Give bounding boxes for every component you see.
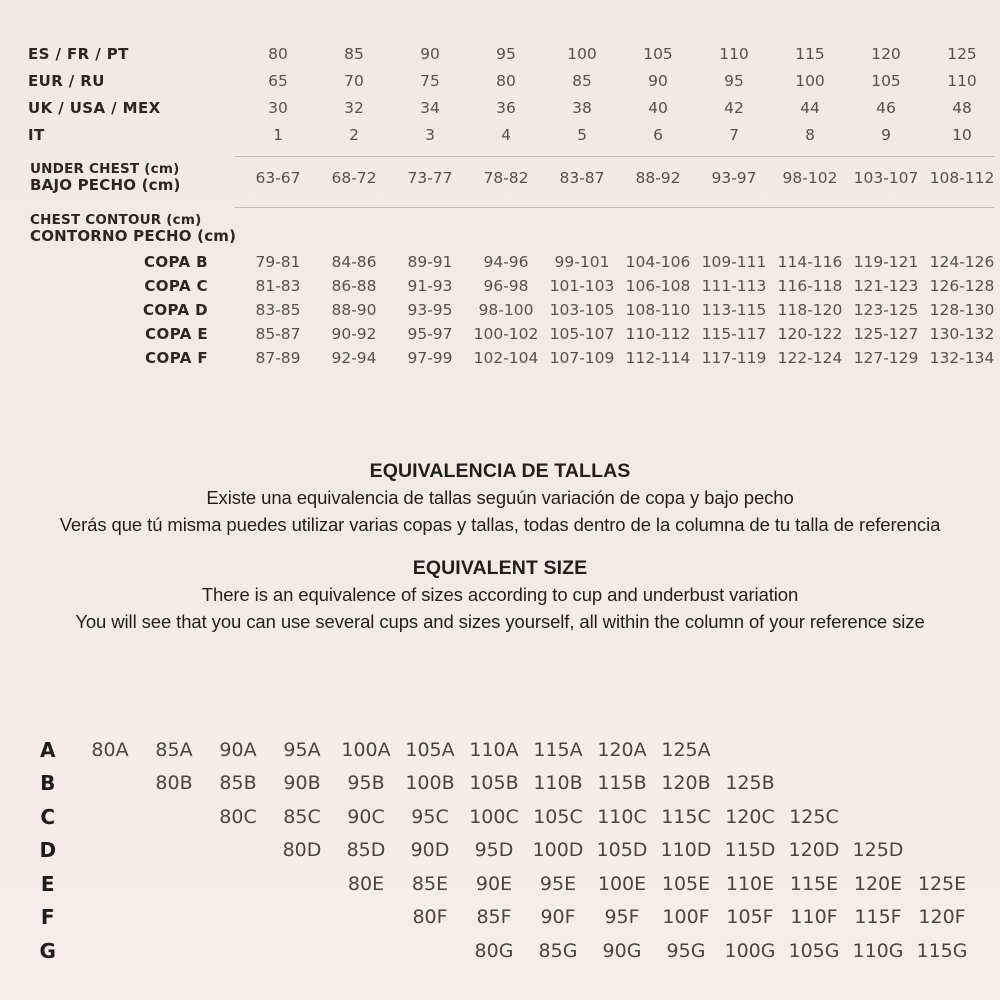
under-chest-value-cell: 88-92 — [635, 169, 681, 187]
cup-value-cell: 127-129 — [853, 349, 919, 367]
matrix-row-letter: E — [40, 871, 56, 896]
cup-value-cell: 106-108 — [625, 277, 691, 295]
matrix-size-cell: 125B — [725, 772, 775, 795]
matrix-size-cell: 105D — [596, 839, 648, 862]
cup-value-cell: 90-92 — [331, 325, 377, 343]
matrix-row — [0, 934, 1000, 968]
under-chest-value-cell: 63-67 — [255, 169, 301, 187]
size-value-cell: 125 — [947, 44, 977, 63]
matrix-size-cell: 90F — [540, 906, 576, 929]
matrix-size-cell: 125C — [789, 805, 839, 828]
cup-row-label: COPA F — [145, 349, 208, 367]
under-chest-row — [0, 157, 1000, 199]
under-chest-value-cell: 73-77 — [407, 169, 453, 187]
matrix-size-cell: 90A — [219, 738, 257, 761]
international-size-table — [0, 40, 1000, 370]
matrix-size-cell: 80F — [412, 906, 448, 929]
matrix-size-cell: 80G — [474, 939, 514, 962]
size-value-cell: 115 — [795, 44, 825, 63]
size-value-cell: 38 — [572, 98, 592, 117]
cup-value-cell: 88-90 — [331, 301, 377, 319]
matrix-size-cell: 85E — [411, 872, 449, 895]
matrix-row-letter: F — [40, 905, 56, 930]
cup-row-label: COPA B — [143, 253, 208, 271]
matrix-size-cell: 95F — [604, 906, 640, 929]
cup-value-cell: 99-101 — [554, 253, 610, 271]
cup-row-label: COPA C — [144, 277, 208, 295]
size-value-cell: 8 — [805, 125, 815, 144]
cup-size-row — [0, 346, 1000, 370]
matrix-size-cell: 105A — [405, 738, 455, 761]
size-value-cell: 6 — [653, 125, 663, 144]
equivalence-en-line2: You will see that you can use several cups and sizes yourself, all within the column of your reference size — [75, 610, 925, 632]
matrix-size-cell: 115G — [916, 939, 968, 962]
cup-value-cell: 97-99 — [407, 349, 453, 367]
chest-contour-label — [0, 213, 240, 246]
cup-value-cell: 102-104 — [473, 349, 539, 367]
under-chest-label — [0, 162, 240, 195]
cup-value-cell: 100-102 — [473, 325, 539, 343]
size-system-label: ES / FR / PT — [28, 44, 129, 63]
cup-size-row — [0, 298, 1000, 322]
equivalence-es-line2: Verás que tú misma puedes utilizar varias copas y tallas, todas dentro de la columna de tu talla de referencia — [59, 513, 941, 535]
matrix-size-cell: 100B — [405, 772, 455, 795]
size-value-cell: 44 — [800, 98, 820, 117]
size-system-row — [0, 94, 1000, 121]
cup-value-cell: 112-114 — [625, 349, 691, 367]
chest-contour-row — [0, 208, 1000, 250]
cup-value-cell: 110-112 — [625, 325, 691, 343]
cup-value-cell: 113-115 — [701, 301, 767, 319]
matrix-row-letter: C — [40, 804, 56, 829]
matrix-size-cell: 85F — [476, 906, 512, 929]
matrix-size-cell: 120A — [597, 738, 647, 761]
equivalence-en-line1: There is an equivalence of sizes according to cup and underbust variation — [201, 584, 799, 605]
matrix-size-cell: 90E — [475, 872, 513, 895]
matrix-size-cell: 110B — [533, 772, 583, 795]
matrix-size-cell: 85C — [283, 805, 321, 828]
cup-value-cell: 79-81 — [255, 253, 301, 271]
matrix-size-cell: 105B — [469, 772, 519, 795]
matrix-size-cell: 115F — [854, 906, 902, 929]
size-value-cell: 46 — [876, 98, 896, 117]
cup-value-cell: 93-95 — [407, 301, 453, 319]
cup-size-row — [0, 250, 1000, 274]
matrix-row — [0, 834, 1000, 868]
size-value-cell: 90 — [420, 44, 440, 63]
cup-row-label: COPA E — [145, 325, 208, 343]
size-value-cell: 40 — [648, 98, 668, 117]
matrix-size-cell: 120B — [661, 772, 711, 795]
cup-value-cell: 105-107 — [549, 325, 615, 343]
matrix-size-cell: 95B — [347, 772, 385, 795]
cup-value-cell: 89-91 — [407, 253, 453, 271]
size-value-cell: 105 — [643, 44, 673, 63]
matrix-size-cell: 100A — [341, 738, 391, 761]
matrix-size-cell: 105F — [726, 906, 774, 929]
size-value-cell: 32 — [344, 98, 364, 117]
cup-value-cell: 85-87 — [255, 325, 301, 343]
matrix-size-cell: 90G — [602, 939, 642, 962]
size-value-cell: 42 — [724, 98, 744, 117]
matrix-size-cell: 85D — [346, 839, 386, 862]
under-chest-label-en: UNDER CHEST (cm) — [30, 160, 180, 177]
under-chest-value-cell: 108-112 — [929, 169, 995, 187]
cup-value-cell: 114-116 — [777, 253, 843, 271]
chest-contour-label-es: CONTORNO PECHO (cm) — [30, 227, 237, 246]
matrix-row — [0, 733, 1000, 767]
cup-value-cell: 128-130 — [929, 301, 995, 319]
cup-value-cell: 103-105 — [549, 301, 615, 319]
matrix-size-cell: 80B — [155, 772, 193, 795]
matrix-size-cell: 125A — [661, 738, 711, 761]
matrix-size-cell: 110D — [660, 839, 712, 862]
matrix-size-cell: 85B — [219, 772, 257, 795]
matrix-size-cell: 95C — [411, 805, 449, 828]
matrix-size-cell: 90C — [347, 805, 385, 828]
size-value-cell: 9 — [881, 125, 891, 144]
size-value-cell: 5 — [577, 125, 587, 144]
matrix-size-cell: 110A — [469, 738, 519, 761]
cup-value-cell: 86-88 — [331, 277, 377, 295]
cup-value-cell: 122-124 — [777, 349, 843, 367]
under-chest-value-cell: 68-72 — [331, 169, 377, 187]
cup-value-cell: 115-117 — [701, 325, 767, 343]
cup-value-cell: 94-96 — [483, 253, 529, 271]
matrix-size-cell: 95D — [474, 839, 514, 862]
matrix-size-cell: 115C — [661, 805, 711, 828]
cup-value-cell: 109-111 — [701, 253, 767, 271]
matrix-size-cell: 95E — [539, 872, 577, 895]
size-value-cell: 75 — [420, 71, 440, 90]
matrix-size-cell: 85A — [155, 738, 193, 761]
matrix-size-cell: 80A — [91, 738, 129, 761]
cup-size-row — [0, 322, 1000, 346]
matrix-row — [0, 867, 1000, 901]
cup-value-cell: 124-126 — [929, 253, 995, 271]
cup-size-row — [0, 274, 1000, 298]
matrix-row — [0, 767, 1000, 801]
cup-value-cell: 118-120 — [777, 301, 843, 319]
cup-value-cell: 92-94 — [331, 349, 377, 367]
under-chest-value-cell: 78-82 — [483, 169, 529, 187]
matrix-size-cell: 120D — [788, 839, 840, 862]
cup-value-cell: 104-106 — [625, 253, 691, 271]
matrix-row-letter: G — [39, 938, 57, 963]
size-value-cell: 80 — [496, 71, 516, 90]
size-value-cell: 100 — [567, 44, 597, 63]
cup-value-cell: 111-113 — [701, 277, 767, 295]
matrix-row-letter: A — [40, 737, 56, 762]
chest-contour-label-en: CHEST CONTOUR (cm) — [30, 211, 202, 228]
matrix-size-cell: 80C — [219, 805, 257, 828]
size-value-cell: 100 — [795, 71, 825, 90]
size-value-cell: 1 — [273, 125, 283, 144]
cup-value-cell: 117-119 — [701, 349, 767, 367]
equivalence-es-line1: Existe una equivalencia de tallas seguún variación de copa y bajo pecho — [206, 487, 794, 508]
size-value-cell: 70 — [344, 71, 364, 90]
matrix-size-cell: 95G — [666, 939, 706, 962]
matrix-row — [0, 800, 1000, 834]
matrix-size-cell: 95A — [283, 738, 321, 761]
cup-value-cell: 98-100 — [478, 301, 534, 319]
size-value-cell: 36 — [496, 98, 516, 117]
size-value-cell: 105 — [871, 71, 901, 90]
matrix-size-cell: 80E — [347, 872, 385, 895]
size-value-cell: 48 — [952, 98, 972, 117]
cup-value-cell: 126-128 — [929, 277, 995, 295]
cup-value-cell: 91-93 — [407, 277, 453, 295]
under-chest-label-es: BAJO PECHO (cm) — [30, 176, 181, 195]
size-value-cell: 65 — [268, 71, 288, 90]
equivalence-text-section — [0, 458, 1000, 635]
matrix-size-cell: 90D — [410, 839, 450, 862]
matrix-size-cell: 125D — [852, 839, 904, 862]
cup-value-cell: 84-86 — [331, 253, 377, 271]
matrix-size-cell: 80D — [282, 839, 322, 862]
size-value-cell: 110 — [947, 71, 977, 90]
matrix-size-cell: 115B — [597, 772, 647, 795]
cup-value-cell: 116-118 — [777, 277, 843, 295]
cup-value-cell: 130-132 — [929, 325, 995, 343]
cup-value-cell: 119-121 — [853, 253, 919, 271]
matrix-size-cell: 105E — [661, 872, 711, 895]
equivalence-es-block — [0, 458, 1000, 538]
matrix-row-letter: D — [39, 838, 57, 863]
matrix-size-cell: 110F — [790, 906, 838, 929]
matrix-size-cell: 105G — [788, 939, 840, 962]
matrix-size-cell: 100D — [532, 839, 584, 862]
matrix-size-cell: 100C — [469, 805, 519, 828]
size-system-row — [0, 121, 1000, 148]
cup-value-cell: 108-110 — [625, 301, 691, 319]
equivalence-en-block — [0, 555, 1000, 635]
matrix-size-cell: 100E — [597, 872, 647, 895]
matrix-size-cell: 110E — [725, 872, 775, 895]
under-chest-value-cell: 103-107 — [853, 169, 919, 187]
cup-value-cell: 125-127 — [853, 325, 919, 343]
matrix-size-cell: 100G — [724, 939, 776, 962]
matrix-size-cell: 100F — [662, 906, 710, 929]
matrix-row — [0, 901, 1000, 935]
cup-value-cell: 83-85 — [255, 301, 301, 319]
size-value-cell: 3 — [425, 125, 435, 144]
size-value-cell: 7 — [729, 125, 739, 144]
size-system-row — [0, 40, 1000, 67]
equivalence-es-title: EQUIVALENCIA DE TALLAS — [369, 460, 631, 482]
size-system-label: EUR / RU — [28, 71, 105, 90]
matrix-size-cell: 105C — [533, 805, 583, 828]
size-value-cell: 80 — [268, 44, 288, 63]
cup-value-cell: 107-109 — [549, 349, 615, 367]
equivalence-en-title: EQUIVALENT SIZE — [412, 557, 588, 579]
matrix-size-cell: 110G — [852, 939, 904, 962]
matrix-size-cell: 90B — [283, 772, 321, 795]
matrix-size-cell: 125E — [917, 872, 967, 895]
size-system-label: IT — [28, 125, 45, 144]
cup-row-label: COPA D — [142, 301, 208, 319]
size-value-cell: 85 — [344, 44, 364, 63]
size-equivalence-matrix — [0, 733, 1000, 968]
cup-value-cell: 123-125 — [853, 301, 919, 319]
size-value-cell: 85 — [572, 71, 592, 90]
matrix-size-cell: 120F — [918, 906, 966, 929]
size-value-cell: 10 — [952, 125, 972, 144]
matrix-size-cell: 120C — [725, 805, 775, 828]
cup-value-cell: 101-103 — [549, 277, 615, 295]
cup-value-cell: 87-89 — [255, 349, 301, 367]
under-chest-value-cell: 93-97 — [711, 169, 757, 187]
size-value-cell: 120 — [871, 44, 901, 63]
matrix-size-cell: 85G — [538, 939, 578, 962]
size-value-cell: 95 — [496, 44, 516, 63]
size-value-cell: 30 — [268, 98, 288, 117]
size-value-cell: 34 — [420, 98, 440, 117]
size-value-cell: 4 — [501, 125, 511, 144]
size-system-row — [0, 67, 1000, 94]
size-value-cell: 95 — [724, 71, 744, 90]
matrix-size-cell: 115D — [724, 839, 776, 862]
size-value-cell: 90 — [648, 71, 668, 90]
cup-value-cell: 121-123 — [853, 277, 919, 295]
matrix-size-cell: 120E — [853, 872, 903, 895]
cup-value-cell: 132-134 — [929, 349, 995, 367]
matrix-row-letter: B — [40, 771, 56, 796]
matrix-size-cell: 115E — [789, 872, 839, 895]
cup-value-cell: 96-98 — [483, 277, 529, 295]
under-chest-value-cell: 98-102 — [782, 169, 838, 187]
size-value-cell: 110 — [719, 44, 749, 63]
cup-value-cell: 120-122 — [777, 325, 843, 343]
size-value-cell: 2 — [349, 125, 359, 144]
matrix-size-cell: 115A — [533, 738, 583, 761]
matrix-size-cell: 110C — [597, 805, 647, 828]
cup-value-cell: 81-83 — [255, 277, 301, 295]
cup-value-cell: 95-97 — [407, 325, 453, 343]
size-system-label: UK / USA / MEX — [28, 98, 161, 117]
under-chest-value-cell: 83-87 — [559, 169, 605, 187]
